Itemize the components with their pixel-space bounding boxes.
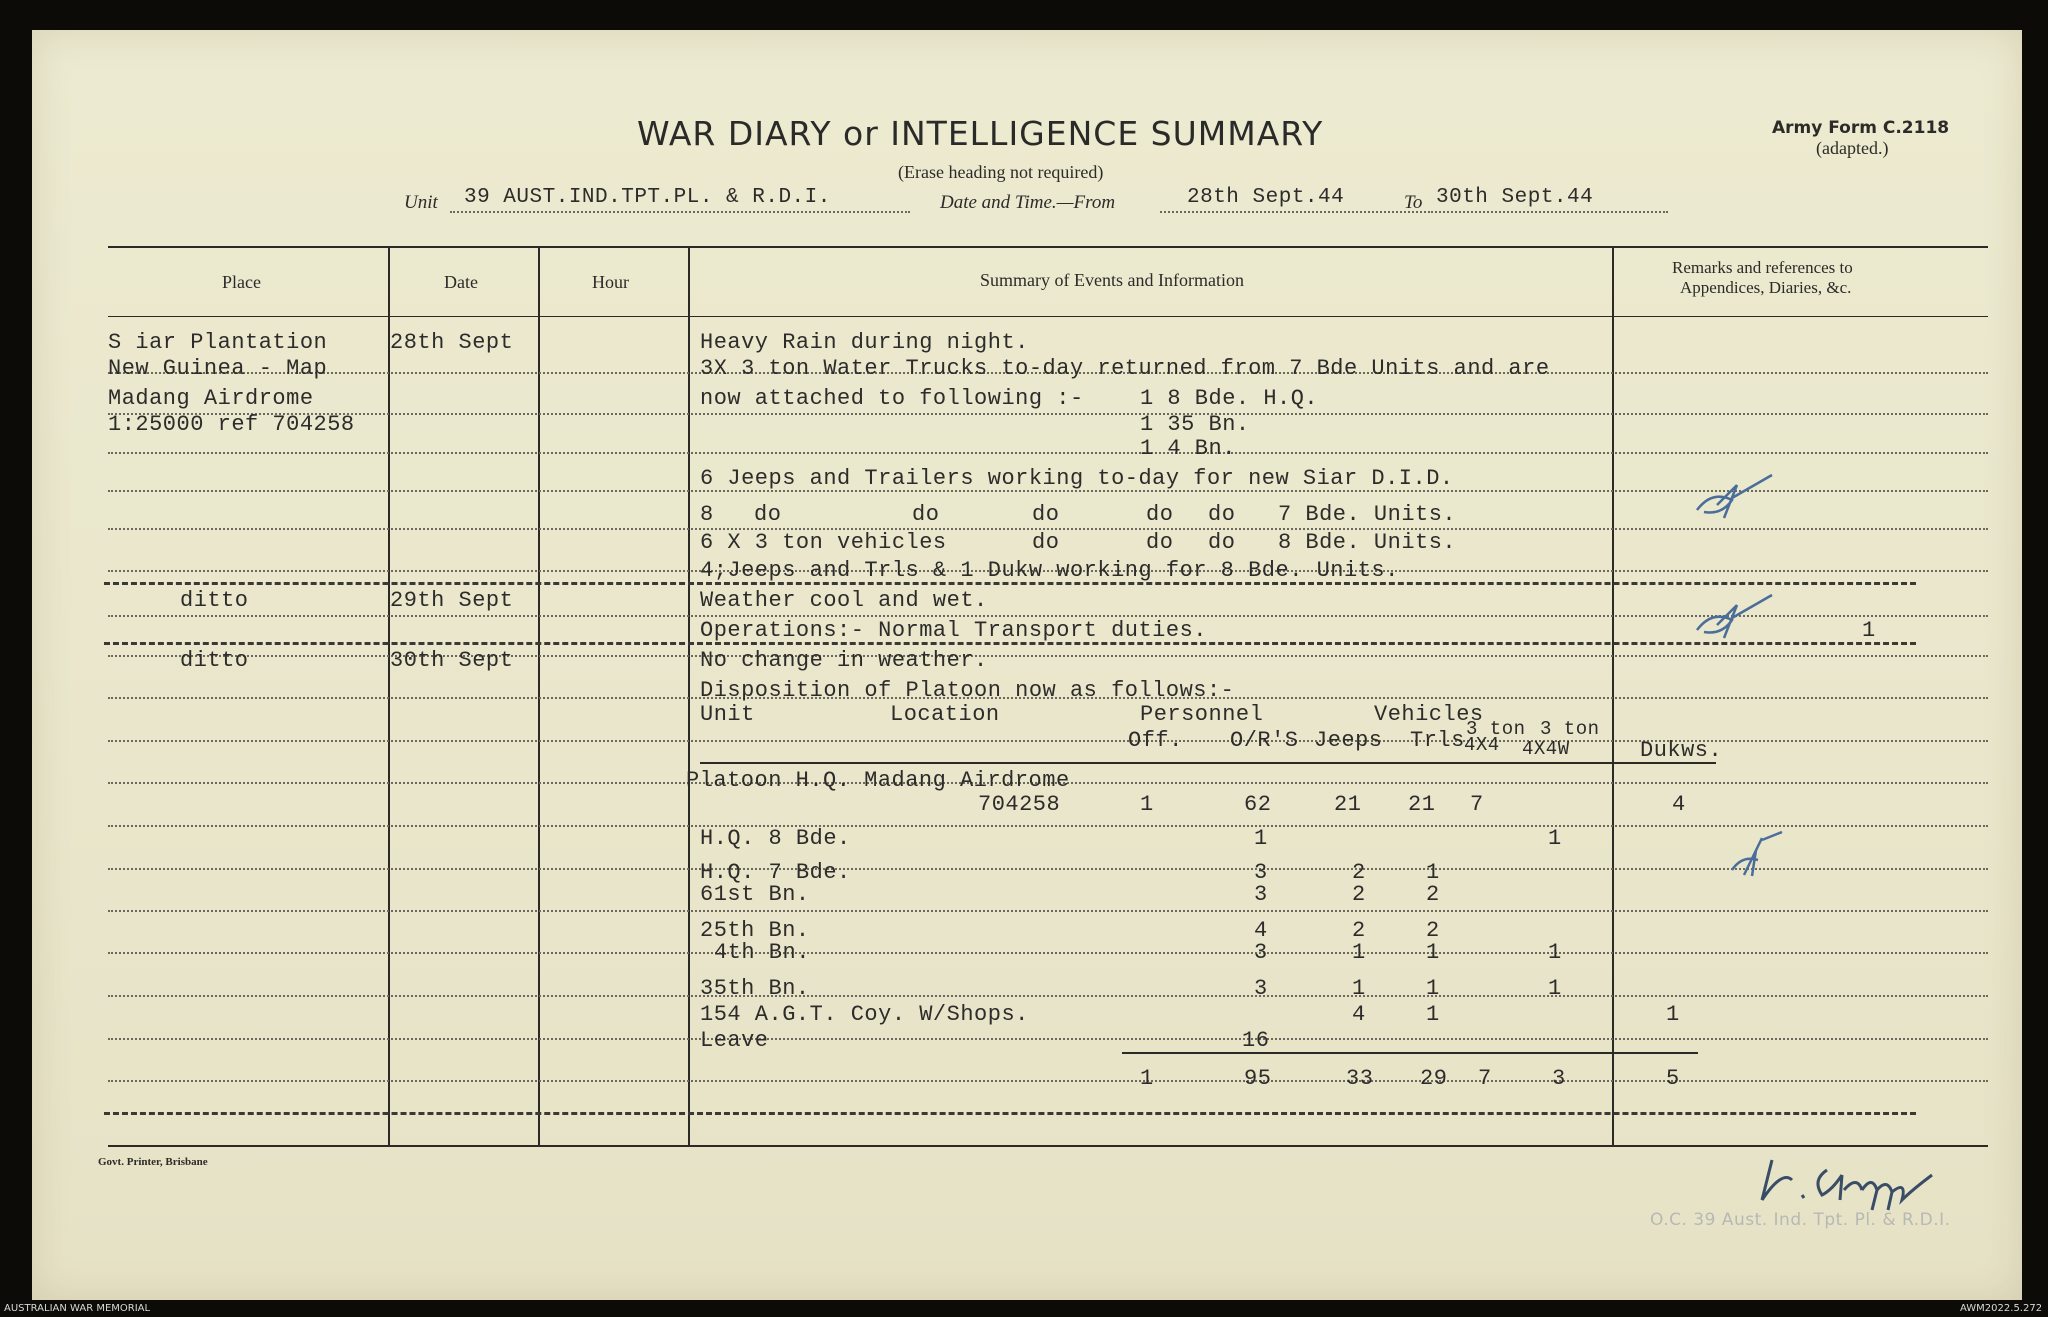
disp-total-rule: [1122, 1052, 1698, 1054]
disp-row-unit: 4th Bn.: [714, 940, 810, 965]
date-to-value: 30th Sept.44: [1436, 186, 1594, 209]
document-page: [32, 30, 2022, 1300]
date-29: 29th Sept: [390, 588, 514, 613]
disp-header-off: Off.: [1128, 728, 1183, 753]
event-line: Operations:- Normal Transport duties.: [700, 618, 1207, 643]
unit-underline: [450, 211, 910, 213]
disp-cell: 1: [1426, 860, 1440, 885]
disp-total-cell: 29: [1420, 1066, 1448, 1091]
initials-mark-icon: [1692, 590, 1782, 650]
disp-cell: 1: [1548, 826, 1562, 851]
event-line: No change in weather.: [700, 648, 988, 673]
page-subtitle: (Erase heading not required): [898, 162, 1104, 182]
disp-total-cell: 5: [1666, 1066, 1680, 1091]
disp-header-trls: Trls: [1410, 728, 1465, 753]
signature-icon: [1732, 1140, 1952, 1220]
disp-header-jeeps: Jeeps: [1314, 728, 1383, 753]
disp-row-unit: 154 A.G.T. Coy. W/Shops.: [700, 1002, 1029, 1027]
event-line: 3X 3 ton Water Trucks to-day returned from 7 Bde Units and are: [700, 356, 1550, 381]
disp-header-dukws: Dukws.: [1640, 738, 1723, 763]
adapted-label: (adapted.): [1816, 138, 1889, 158]
disp-total-cell: 1: [1140, 1066, 1154, 1091]
event-line: do: [1208, 530, 1236, 555]
event-line: do: [1208, 502, 1236, 527]
disp-header-personnel: Personnel: [1140, 702, 1264, 727]
disp-cell: 4: [1672, 792, 1686, 817]
place-line-1: S iar Plantation: [108, 330, 328, 355]
event-line: do: [1032, 502, 1060, 527]
place-ditto-30: ditto: [180, 648, 249, 673]
disp-cell: 1: [1426, 1002, 1440, 1027]
ruled-line: [108, 1080, 1988, 1082]
col-divider-place: [388, 246, 390, 1146]
ruled-line: [108, 1038, 1988, 1040]
table-bottom-rule: [108, 1145, 1988, 1147]
disp-header-unit: Unit: [700, 702, 755, 727]
date-label: Date and Time.—From: [940, 192, 1116, 213]
disp-row-unit: H.Q. 8 Bde.: [700, 826, 851, 851]
disp-header-vehicles: Vehicles: [1374, 702, 1484, 727]
table-top-rule: [108, 246, 1988, 248]
page-title: WAR DIARY or INTELLIGENCE SUMMARY: [637, 114, 1324, 153]
event-line: do: [912, 502, 940, 527]
disp-cell: 1: [1666, 1002, 1680, 1027]
event-line: Weather cool and wet.: [700, 588, 988, 613]
disp-header-location: Location: [890, 702, 1000, 727]
disp-row-unit: 25th Bn.: [700, 918, 810, 943]
disp-header-3ton-b: 3 ton: [1540, 718, 1600, 740]
col-divider-summary: [1612, 246, 1614, 1146]
event-line: Heavy Rain during night.: [700, 330, 1029, 355]
date-from-underline: [1160, 211, 1430, 213]
event-line: now attached to following :-: [700, 386, 1084, 411]
remarks-page-ref: 1: [1862, 618, 1876, 643]
col-divider-hour: [688, 246, 690, 1146]
disp-cell: 1: [1352, 940, 1366, 965]
event-line: 7 Bde. Units.: [1278, 502, 1457, 527]
header-remarks-line1: Remarks and references to: [1672, 258, 1853, 277]
disp-header-4x4w: 4X4W: [1522, 738, 1570, 760]
event-line: 6 Jeeps and Trailers working to-day for new Siar D.I.D.: [700, 466, 1454, 491]
event-line: 1 8 Bde. H.Q.: [1140, 386, 1319, 411]
place-line-2: New Guinea - Map: [108, 356, 328, 381]
day-separator: [104, 1112, 1916, 1115]
disp-header-4x4: 4X4: [1464, 734, 1500, 756]
date-28: 28th Sept: [390, 330, 514, 355]
event-line: 1 35 Bn.: [1140, 412, 1250, 437]
disp-cell: 1: [1548, 940, 1562, 965]
disp-header-3ton-a: 3 ton: [1466, 718, 1526, 740]
event-line: 4;Jeeps and Trls & 1 Dukw working for 8 Bde. Units.: [700, 558, 1399, 583]
archive-credit-left: AUSTRALIAN WAR MEMORIAL: [4, 1303, 151, 1314]
disp-row-location: 704258: [978, 792, 1061, 817]
disp-cell: 3: [1254, 860, 1268, 885]
disp-cell: 1: [1254, 826, 1268, 851]
disp-cell: 2: [1352, 918, 1366, 943]
date-from-value: 28th Sept.44: [1187, 186, 1345, 209]
disp-cell: 3: [1254, 882, 1268, 907]
event-line: 8: [700, 502, 714, 527]
disp-row-unit: Platoon H.Q. Madang Airdrome: [686, 768, 1070, 793]
header-summary: Summary of Events and Information: [980, 270, 1244, 290]
header-hour: Hour: [592, 272, 629, 292]
disp-cell: 21: [1334, 792, 1362, 817]
army-form-label: Army Form C.2118: [1772, 118, 1950, 138]
table-header-rule: [108, 316, 1988, 317]
disp-cell: 21: [1408, 792, 1436, 817]
disp-cell: 2: [1426, 918, 1440, 943]
event-line: do: [1146, 502, 1174, 527]
disp-cell: 1: [1426, 940, 1440, 965]
event-line: do: [1146, 530, 1174, 555]
initials-mark-icon: [1722, 830, 1792, 890]
disp-cell: 7: [1470, 792, 1484, 817]
unit-stamp: O.C. 39 Aust. Ind. Tpt. Pl. & R.D.I.: [1650, 1210, 1951, 1230]
disp-cell: 4: [1254, 918, 1268, 943]
disp-total-cell: 7: [1478, 1066, 1492, 1091]
place-line-3: Madang Airdrome: [108, 386, 314, 411]
ruled-line: [108, 910, 1988, 912]
header-remarks-line2: Appendices, Diaries, &c.: [1680, 278, 1852, 297]
disp-total-cell: 95: [1244, 1066, 1272, 1091]
unit-value: 39 AUST.IND.TPT.PL. & R.D.I.: [464, 186, 831, 209]
date-to-underline: [1428, 211, 1668, 213]
ruled-line: [108, 413, 1988, 415]
disp-cell: 1: [1548, 976, 1562, 1001]
archive-credit-right: AWM2022.5.272: [1960, 1303, 2043, 1314]
initials-mark-icon: [1692, 470, 1782, 530]
place-line-4: 1:25000 ref 704258: [108, 412, 355, 437]
ruled-line: [108, 868, 1988, 870]
disp-cell: 16: [1242, 1028, 1270, 1053]
event-line: do: [1032, 530, 1060, 555]
event-line: do: [754, 502, 782, 527]
event-line: 8 Bde. Units.: [1278, 530, 1457, 555]
disp-total-cell: 33: [1346, 1066, 1374, 1091]
ruled-line: [108, 995, 1988, 997]
disp-row-unit: 35th Bn.: [700, 976, 810, 1001]
disp-header-rule: [700, 762, 1716, 764]
ruled-line: [108, 825, 1988, 827]
event-line: 6 X 3 ton vehicles: [700, 530, 947, 555]
unit-label: Unit: [404, 192, 438, 213]
event-line: Disposition of Platoon now as follows:-: [700, 678, 1235, 703]
place-ditto-29: ditto: [180, 588, 249, 613]
disp-cell: 3: [1254, 940, 1268, 965]
ruled-line: [108, 952, 1988, 954]
disp-cell: 62: [1244, 792, 1272, 817]
printer-label: Govt. Printer, Brisbane: [98, 1156, 208, 1168]
disp-cell: 2: [1352, 882, 1366, 907]
disp-row-unit: H.Q. 7 Bde.: [700, 860, 851, 885]
header-date: Date: [444, 272, 478, 292]
header-place: Place: [222, 272, 261, 292]
disp-row-unit: 61st Bn.: [700, 882, 810, 907]
col-divider-date: [538, 246, 540, 1146]
disp-cell: 1: [1426, 976, 1440, 1001]
disp-cell: 3: [1254, 976, 1268, 1001]
disp-cell: 1: [1140, 792, 1154, 817]
to-label: To: [1404, 192, 1423, 213]
event-line: 1 4 Bn.: [1140, 436, 1236, 461]
disp-cell: 2: [1352, 860, 1366, 885]
date-30: 30th Sept: [390, 648, 514, 673]
disp-cell: 4: [1352, 1002, 1366, 1027]
ruled-line: [108, 452, 1988, 454]
disp-row-unit: Leave: [700, 1028, 769, 1053]
disp-cell: 2: [1426, 882, 1440, 907]
disp-header-ors: O/R'S: [1230, 728, 1299, 753]
disp-total-cell: 3: [1552, 1066, 1566, 1091]
disp-cell: 1: [1352, 976, 1366, 1001]
